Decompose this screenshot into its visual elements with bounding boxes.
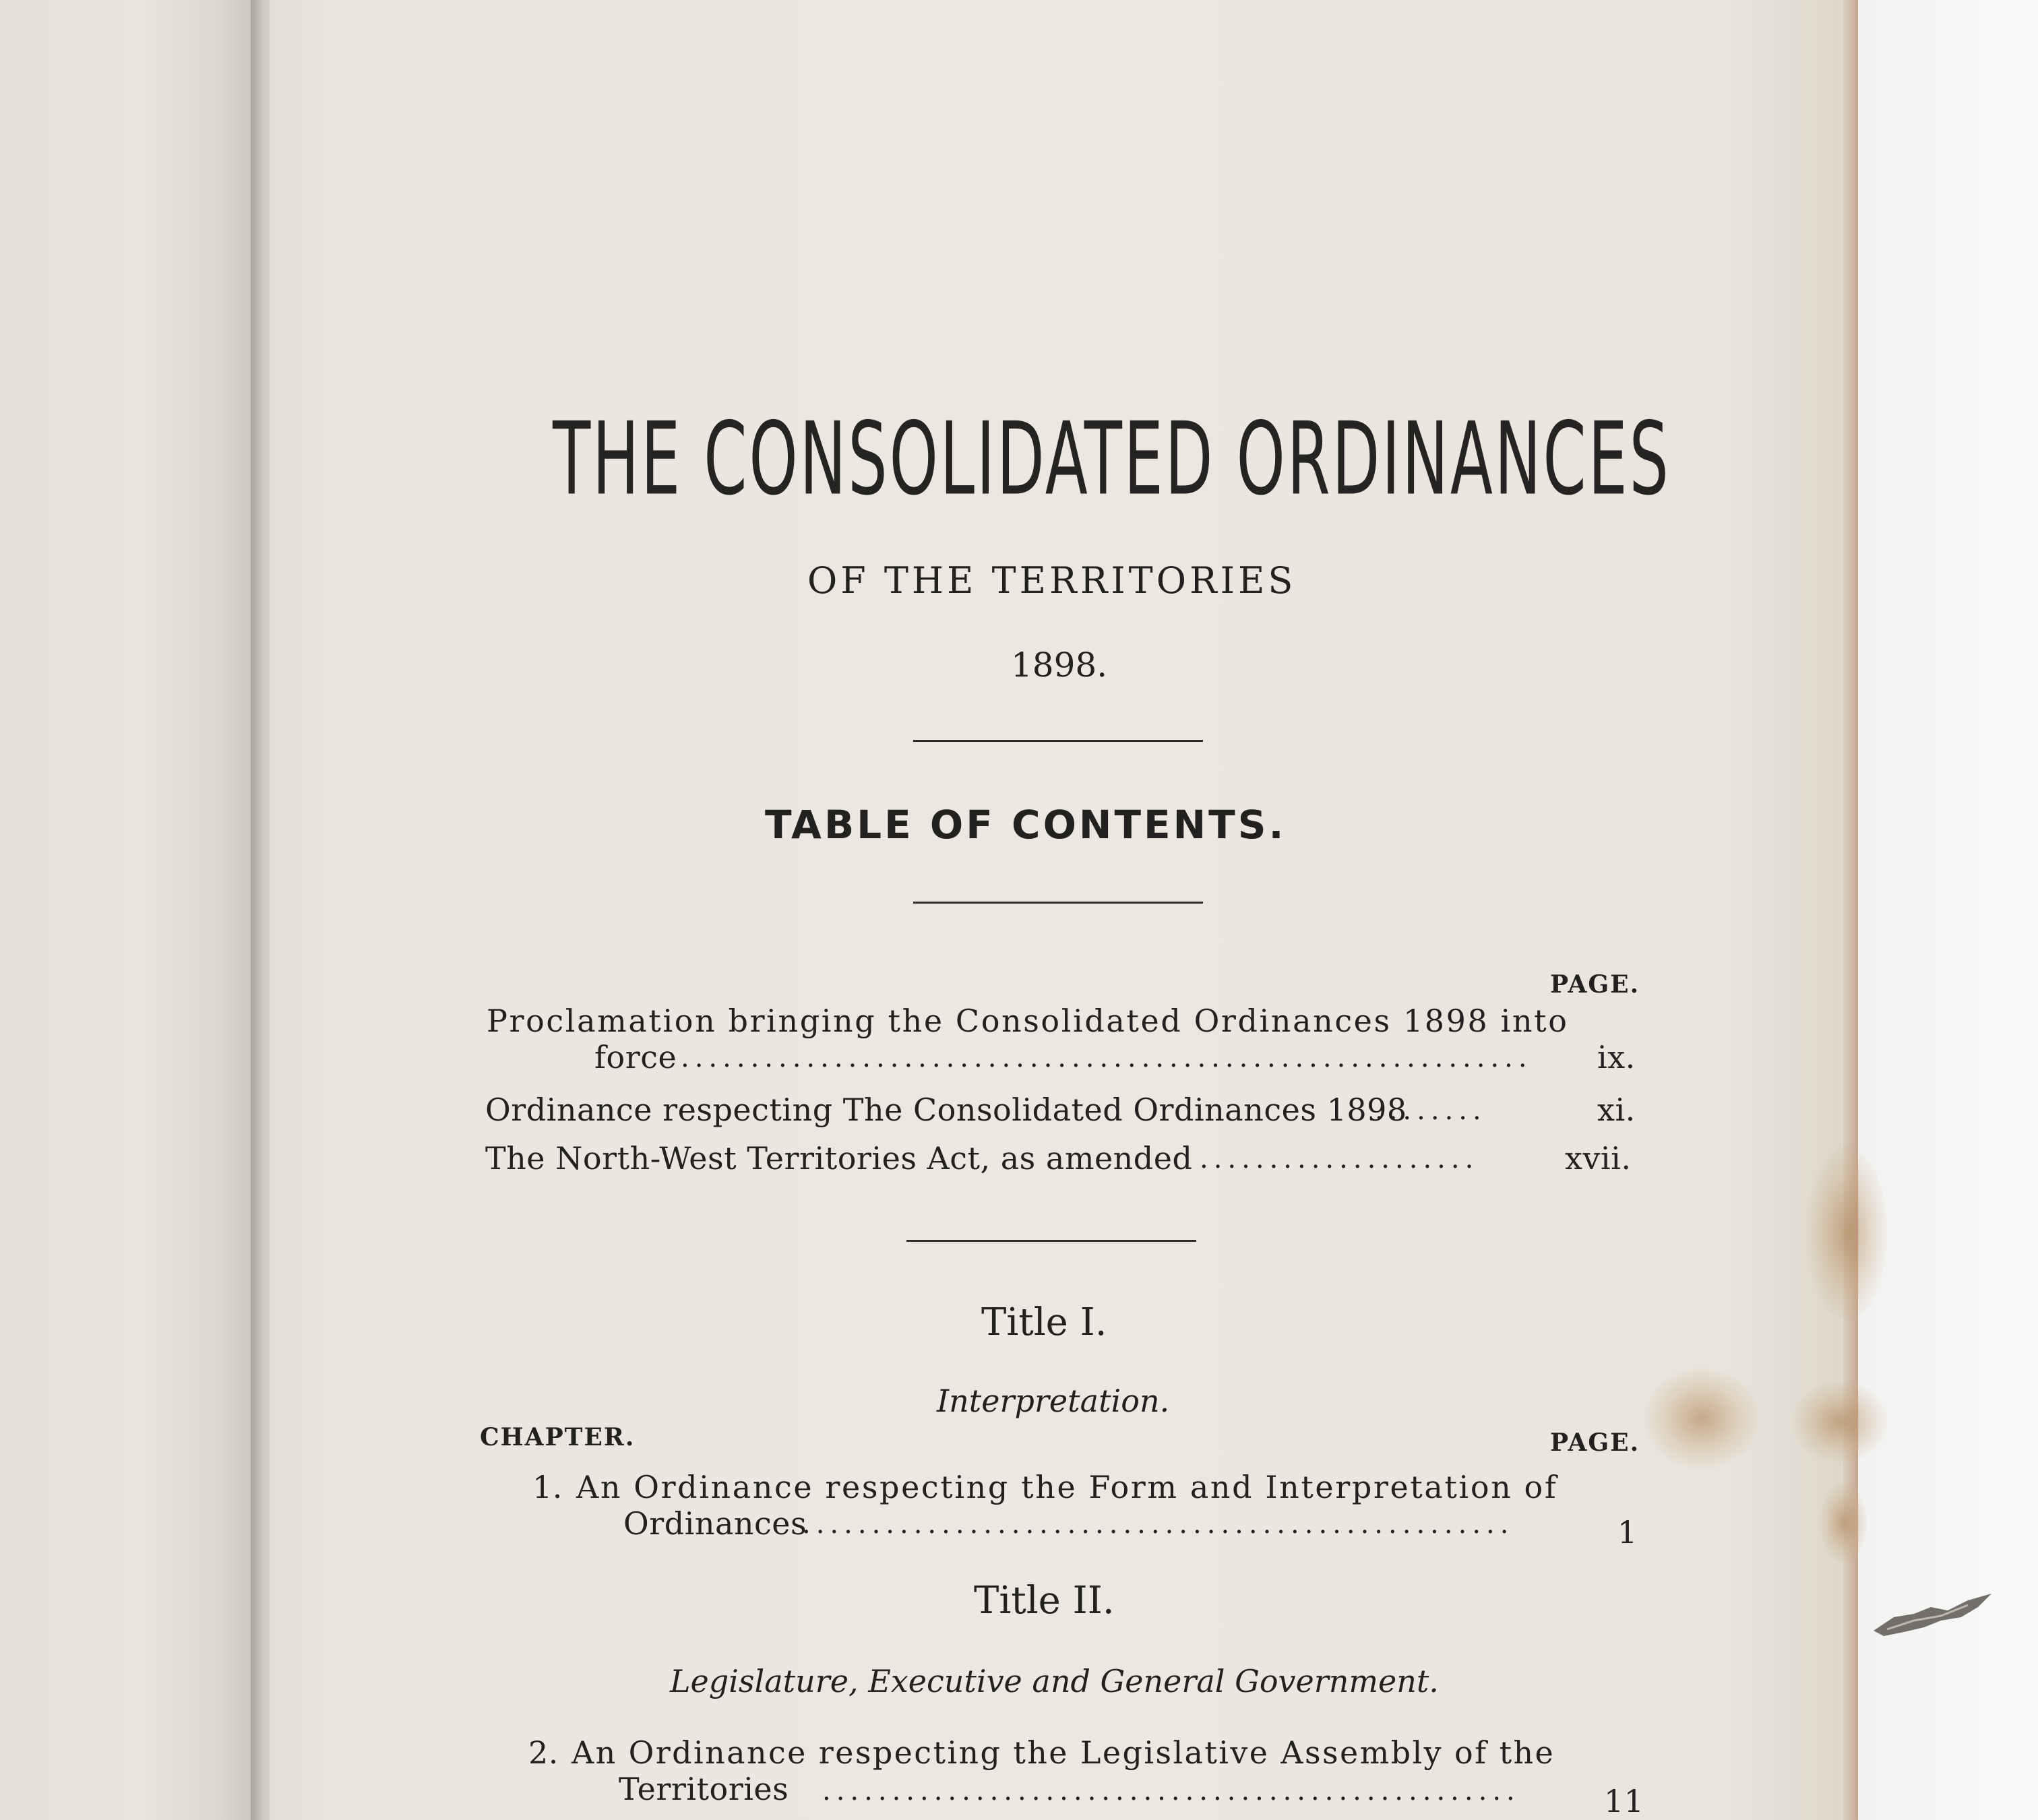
book-title: THE CONSOLIDATED ORDINANCES (553, 401, 1671, 518)
entry-text-continued: force (594, 1039, 677, 1075)
chapter-column-label: CHAPTER. (480, 1423, 636, 1451)
entry-text-continued: Ordinances (623, 1505, 807, 1542)
title-heading: Title I. (981, 1300, 1107, 1344)
torn-paper-fragment (1867, 1590, 1995, 1637)
entry-page-number: 1 (1617, 1514, 1638, 1550)
chapter-number: 2. (528, 1734, 559, 1771)
entry-page-number: ix. (1597, 1039, 1636, 1075)
divider-rule (906, 1240, 1196, 1242)
left-facing-page (0, 0, 259, 1820)
title-subject: Legislature, Executive and General Government. (670, 1663, 1439, 1699)
entry-page-number: xvii. (1565, 1140, 1632, 1176)
page-stain (1793, 1381, 1887, 1462)
publication-year: 1898. (1011, 646, 1108, 685)
entry-text: An Ordinance respecting the Form and Interpretation of (576, 1469, 1558, 1505)
entry-text: The North-West Territories Act, as amended (485, 1140, 1193, 1176)
dot-leader: ........ (1375, 1095, 1487, 1126)
background-surface (1858, 0, 2038, 1820)
page-column-label: PAGE. (1550, 1429, 1640, 1457)
dot-leader: ................................................... (802, 1509, 1514, 1540)
toc-heading: TABLE OF CONTENTS. (765, 802, 1287, 848)
page-column-label: PAGE. (1550, 970, 1640, 999)
entry-text-continued: Territories (619, 1771, 789, 1807)
dot-leader: ............................................................. (681, 1042, 1533, 1073)
page-stain (1820, 1482, 1867, 1563)
book-page (270, 0, 1853, 1820)
entry-text: An Ordinance respecting the Legislative Assembly of the (572, 1734, 1555, 1771)
entry-page-number: 11 (1604, 1783, 1644, 1819)
entry-text: Ordinance respecting The Consolidated Ordinances 1898 (485, 1092, 1407, 1128)
divider-rule (913, 902, 1203, 904)
divider-rule (913, 740, 1203, 742)
dot-leader: .................... (1200, 1143, 1479, 1174)
title-subject: Interpretation. (937, 1383, 1170, 1419)
title-heading: Title II. (974, 1579, 1115, 1623)
chapter-number: 1. (532, 1469, 563, 1505)
entry-text: Proclamation bringing the Consolidated Ordinances 1898 into (487, 1003, 1569, 1039)
entry-page-number: xi. (1597, 1092, 1636, 1128)
dot-leader: .................................................. (822, 1776, 1520, 1807)
book-subtitle: OF THE TERRITORIES (807, 559, 1297, 602)
page-stain (1644, 1368, 1759, 1469)
page-stain (1806, 1146, 1887, 1321)
